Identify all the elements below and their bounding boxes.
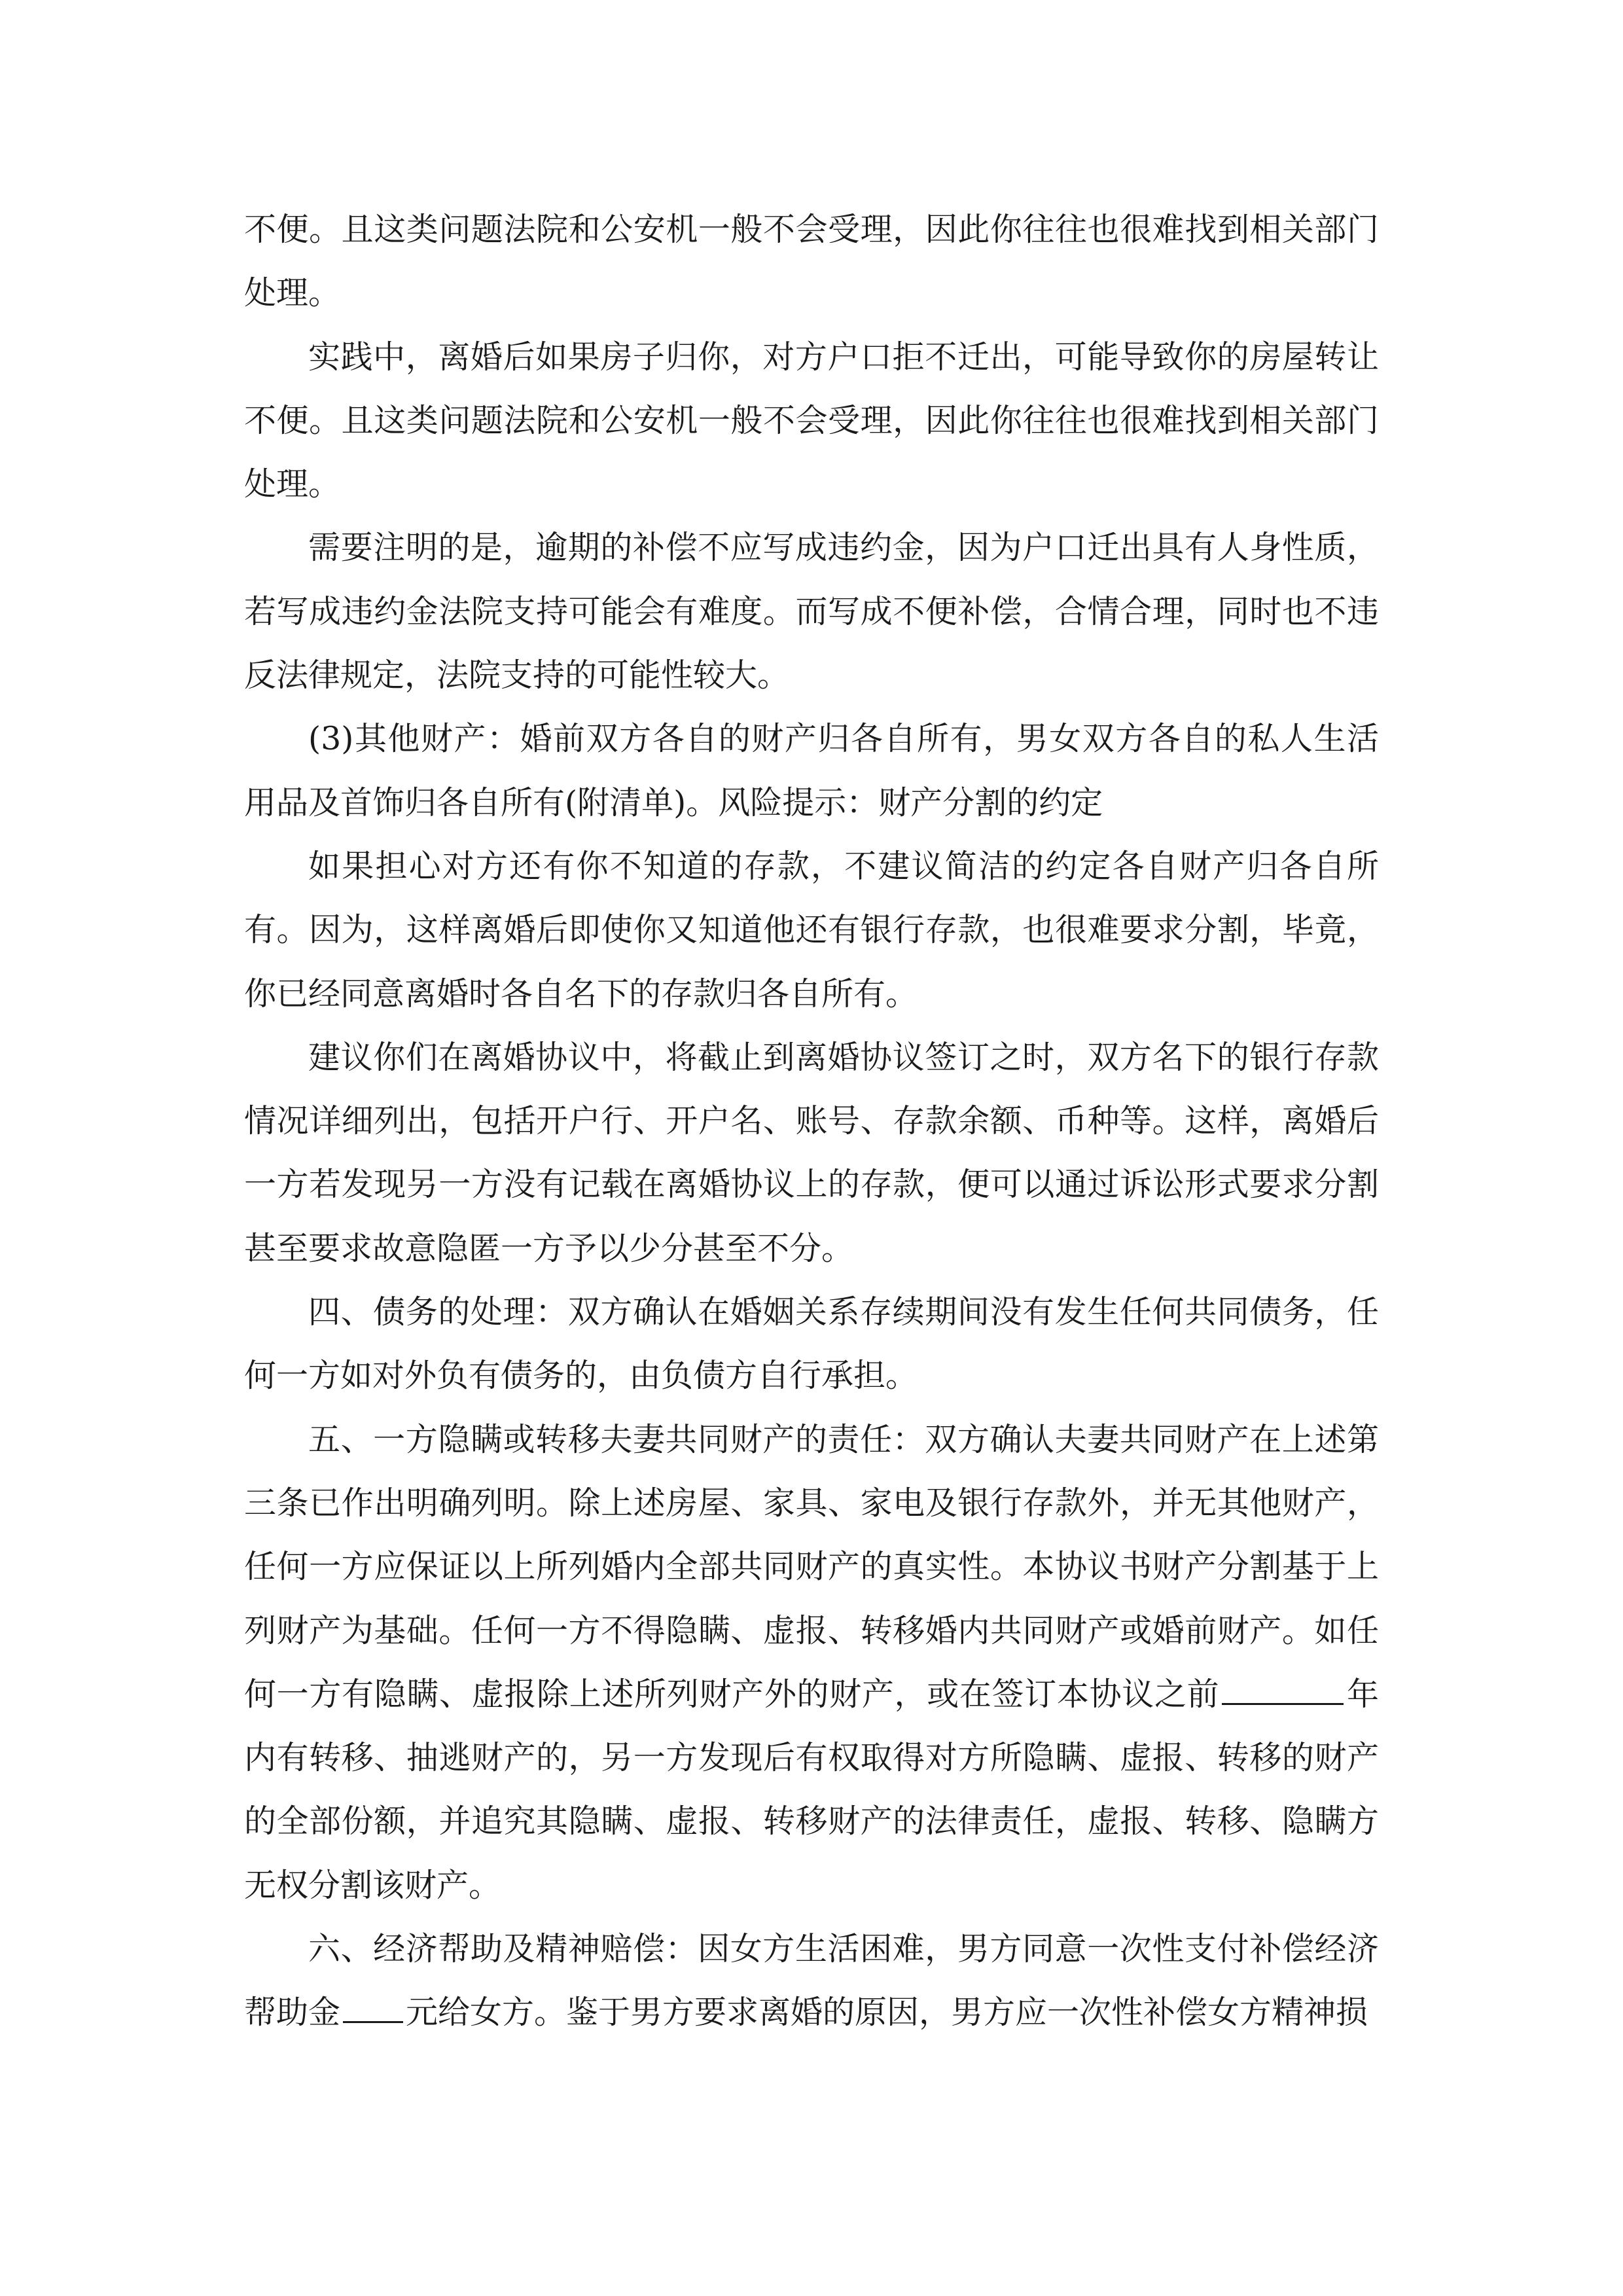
paragraph-debt-handling: 四、债务的处理：双方确认在婚姻关系存续期间没有发生任何共同债务，任何一方如对外负有债务的，由负债方自行承担。 xyxy=(244,1293,1379,1395)
concealment-text-after: 年内有转移、抽逃财产的，另一方发现后有权取得对方所隐瞒、虚报、转移的财产的全部份额，并追究其隐瞒、虚报、转移财产的法律责任，虚报、转移、隐瞒方无权分割该财产。 xyxy=(244,1675,1379,1904)
amount-fill-blank[interactable] xyxy=(343,1989,403,2023)
concealment-text-before: 五、一方隐瞒或转移夫妻共同财产的责任：双方确认夫妻共同财产在上述第三条已作出明确列明。除上述房屋、家具、家电及银行存款外，并无其他财产，任何一方应保证以上所列婚内全部共同财产的真实性。本协议书财产分割基于上列财产为基础。任何一方不得隐瞒、虚报、转移婚内共同财产或婚前财产。如任何一方有隐瞒、虚报除上述所列财产外的财产，或在签订本协议之前 xyxy=(244,1420,1379,1713)
paragraph-continued-registration-issue: 不便。且这类问题法院和公安机一般不会受理，因此你往往也很难找到相关部门处理。 xyxy=(244,211,1379,312)
paragraph-other-property: (3)其他财产：婚前双方各自的财产归各自所有，男女双方各自的私人生活用品及首饰归各自所有(附清单)。风险提示：财产分割的约定 xyxy=(244,720,1379,821)
paragraph-practice-note: 实践中，离婚后如果房子归你，对方户口拒不迁出，可能导致你的房屋转让不便。且这类问题法院和公安机一般不会受理，因此你往往也很难找到相关部门处理。 xyxy=(244,338,1379,503)
paragraph-deposit-risk: 如果担心对方还有你不知道的存款，不建议简洁的约定各自财产归各自所有。因为，这样离婚后即使你又知道他还有银行存款，也很难要求分割，毕竟，你已经同意离婚时各自名下的存款归各自所有。 xyxy=(244,847,1379,1013)
paragraph-economic-assistance xyxy=(244,1917,1379,2045)
document-body xyxy=(244,198,1379,2045)
assistance-text-after: 元给女方。鉴于男方要求离婚的原因，男方应一次性补偿女方精神损 xyxy=(406,1994,1368,2032)
paragraph-concealment-liability xyxy=(244,1408,1379,1917)
paragraph-deposit-suggestion: 建议你们在离婚协议中，将截止到离婚协议签订之时，双方名下的银行存款情况详细列出，包括开户行、开户名、账号、存款余额、币种等。这样，离婚后一方若发现另一方没有记载在离婚协议上的存款，便可以通过诉讼形式要求分割甚至要求故意隐匿一方予以少分甚至不分。 xyxy=(244,1038,1379,1267)
paragraph-compensation-note: 需要注明的是，逾期的补偿不应写成违约金，因为户口迁出具有人身性质，若写成违约金法院支持可能会有难度。而写成不便补偿，合情合理，同时也不违反法律规定，法院支持的可能性较大。 xyxy=(244,529,1379,694)
assistance-text-before: 六、经济帮助及精神赔偿：因女方生活困难，男方同意一次性支付补偿经济帮助金 xyxy=(244,1930,1379,2032)
years-fill-blank[interactable] xyxy=(1222,1671,1344,1705)
